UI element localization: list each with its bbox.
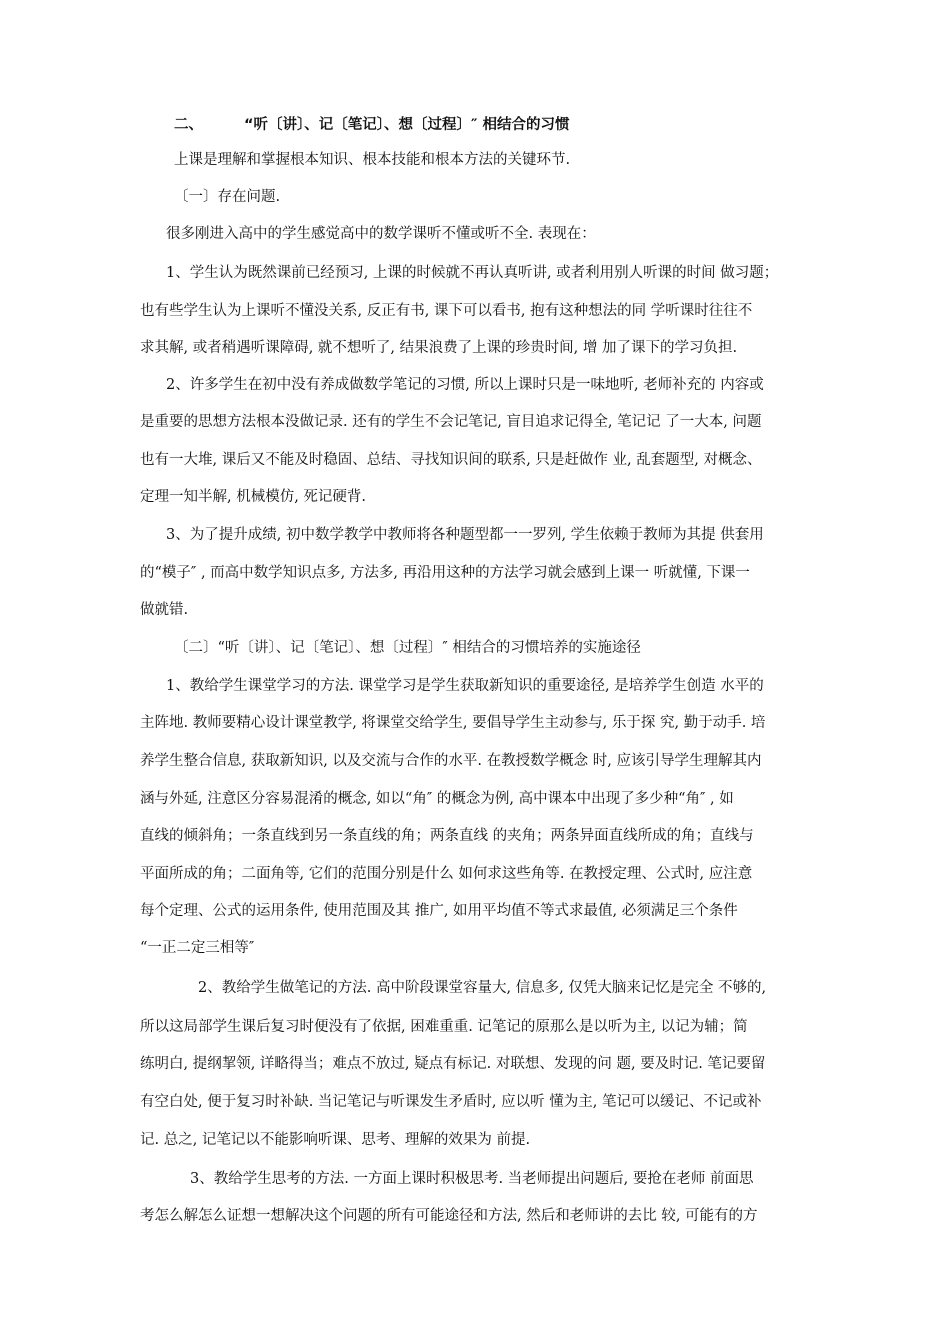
paragraph-line: 3、为了提升成绩, 初中数学教学中教师将各种题型都一一罗列, 学生依赖于教师为其提 供套用 <box>166 527 764 543</box>
subsection-heading: 〔二〕“听〔讲〕、记〔笔记〕、想〔过程〕″ 相结合的习惯培养的实施途径 <box>174 640 641 656</box>
paragraph-line: 记. 总之, 记笔记以不能影响听课、思考、理解的效果为 前提. <box>140 1132 531 1148</box>
paragraph-line: 直线的倾斜角；一条直线到另一条直线的角；两条直线 的夹角；两条异面直线所成的角；直线与 <box>140 828 754 844</box>
paragraph-line: 每个定理、公式的运用条件, 使用范围及其 推广, 如用平均值不等式求最值, 必须满足三个条件 <box>140 903 738 919</box>
paragraph-line: 是重要的思想方法根本没做记录. 还有的学生不会记笔记, 盲目追求记得全, 笔记记 了一大本, 问题 <box>140 414 762 430</box>
subsection-heading: 〔一〕存在问题. <box>174 189 281 205</box>
section-number: 二、 <box>174 117 203 133</box>
paragraph-line: 做就错. <box>140 602 189 618</box>
paragraph-line: “一正二定三相等″ <box>140 940 255 956</box>
paragraph-line: 也有些学生认为上课听不懂没关系, 反正有书, 课下可以看书, 抱有这种想法的同 学听课时往往不 <box>140 303 753 319</box>
section-title: “听〔讲〕、记〔笔记〕、想〔过程〕″ 相结合的习惯 <box>244 117 570 133</box>
paragraph-line: 求其解, 或者稍遇听课障碍, 就不想听了, 结果浪费了上课的珍贵时间, 增 加了课下的学习负担. <box>140 340 738 356</box>
paragraph-line: 定理一知半解, 机械模仿, 死记硬背. <box>140 489 367 505</box>
paragraph-line: 2、教给学生做笔记的方法. 高中阶段课堂容量大, 信息多, 仅凭大脑来记忆是完全 不够的, <box>198 980 767 996</box>
paragraph-line: 也有一大堆, 课后又不能及时稳固、总结、寻找知识间的联系, 只是赶做作 业, 乱套题型, 对概念、 <box>140 452 762 468</box>
paragraph-line: 平面所成的角；二面角等, 它们的范围分别是什么 如何求这些角等. 在教授定理、公式时, 应注意 <box>140 866 753 882</box>
section-heading <box>174 113 570 134</box>
paragraph-line: 1、学生认为既然课前已经预习, 上课的时候就不再认真听讲, 或者利用别人听课的时间 做习题； <box>166 265 779 281</box>
paragraph-line: 养学生整合信息, 获取新知识, 以及交流与合作的水平. 在教授数学概念 时, 应该引导学生理解其内 <box>140 753 762 769</box>
paragraph-line: 练明白, 提纲挈领, 详略得当；难点不放过, 疑点有标记. 对联想、发现的问 题, 要及时记. 笔记要留 <box>140 1056 766 1072</box>
paragraph-line: 有空白处, 便于复习时补缺. 当记笔记与听课发生矛盾时, 应以听 懂为主, 笔记可以缓记、不记或补 <box>140 1094 762 1110</box>
paragraph-line: 很多刚进入高中的学生感觉高中的数学课听不懂或听不全. 表现在： <box>166 226 596 242</box>
paragraph-line: 1、教给学生课堂学习的方法. 课堂学习是学生获取新知识的重要途径, 是培养学生创造 水平的 <box>166 678 764 694</box>
paragraph-line: 3、教给学生思考的方法. 一方面上课时积极思考. 当老师提出问题后, 要抢在老师 前面思 <box>190 1171 754 1187</box>
paragraph-line: 所以这局部学生课后复习时便没有了依据, 困难重重. 记笔记的原那么是以听为主, 以记为辅；简 <box>140 1019 748 1035</box>
paragraph-line: 涵与外延, 注意区分容易混淆的概念, 如以“角″ 的概念为例, 高中课本中出现了多少种“角″ , 如 <box>140 791 734 807</box>
paragraph-line: 2、许多学生在初中没有养成做数学笔记的习惯, 所以上课时只是一味地听, 老师补充的 内容或 <box>166 377 764 393</box>
paragraph-line: 的“模子″ , 而高中数学知识点多, 方法多, 再沿用这种的方法学习就会感到上课一 听就懂, 下课一 <box>140 565 750 581</box>
paragraph-line: 主阵地. 教师要精心设计课堂教学, 将课堂交给学生, 要倡导学生主动参与, 乐于探 究, 勤于动手. 培 <box>140 715 766 731</box>
paragraph-line: 考怎么解怎么证想一想解决这个问题的所有可能途径和方法, 然后和老师讲的去比 较, 可能有的方 <box>140 1208 758 1224</box>
paragraph-line: 上课是理解和掌握根本知识、根本技能和根本方法的关键环节. <box>174 152 571 168</box>
